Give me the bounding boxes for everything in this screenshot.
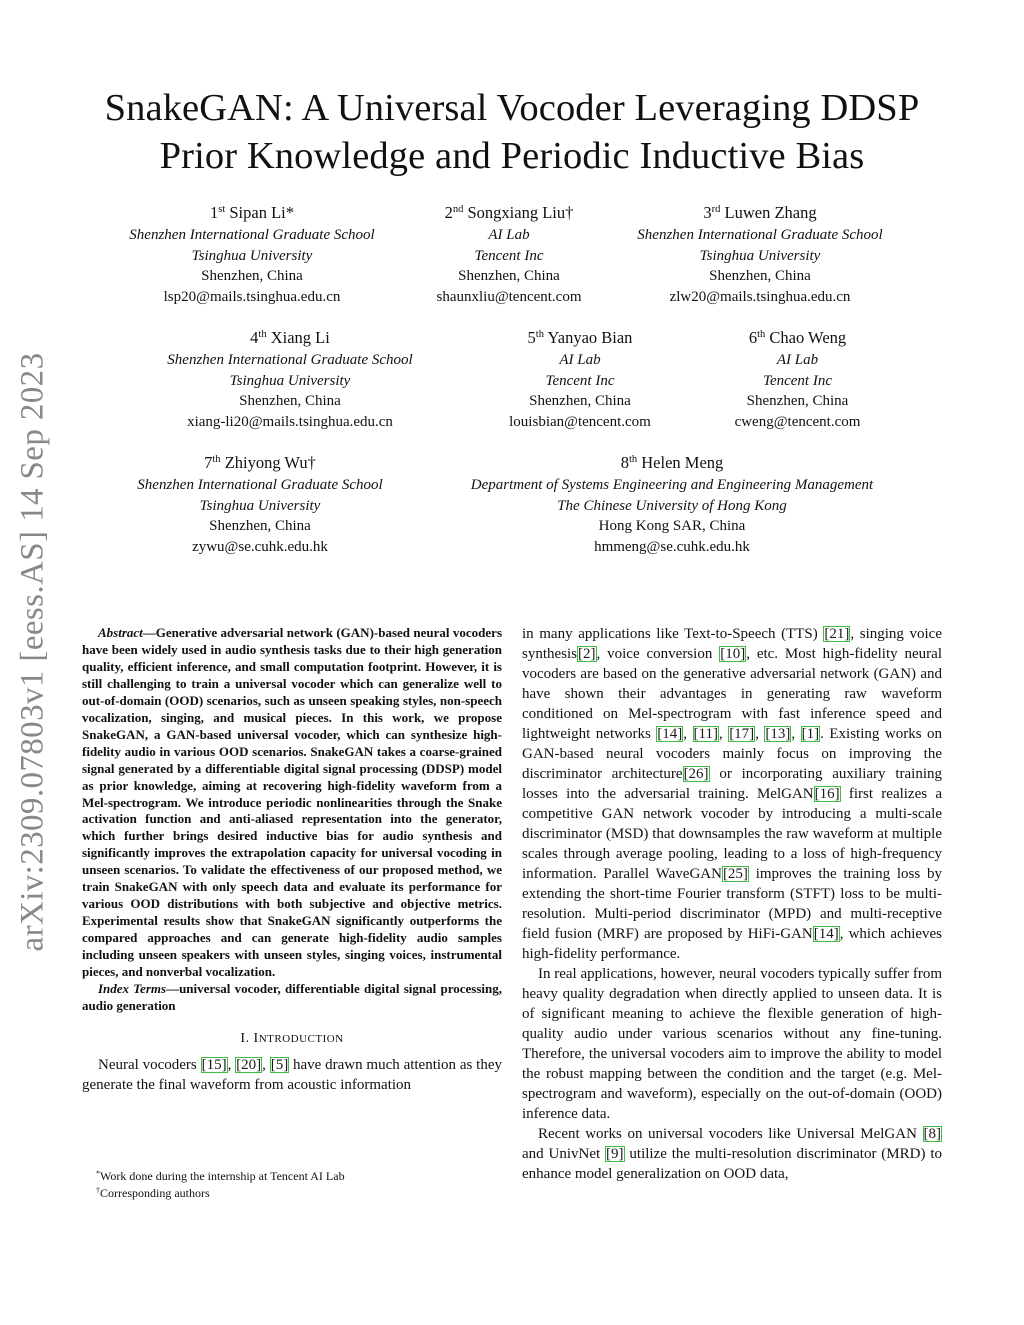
author-location: Shenzhen, China: [458, 268, 560, 285]
author-email[interactable]: zywu@se.cuhk.edu.hk: [192, 538, 328, 555]
author-email[interactable]: shaunxliu@tencent.com: [436, 288, 582, 305]
author-affiliation: Shenzhen International Graduate School: [137, 477, 383, 493]
author-affiliation: AI Lab: [488, 227, 530, 243]
citation-link[interactable]: [9]: [606, 1146, 624, 1162]
author-location: Hong Kong SAR, China: [598, 518, 746, 535]
author-location: Shenzhen, China: [709, 268, 811, 285]
author-institution: The Chinese University of Hong Kong: [557, 497, 787, 514]
citation-link[interactable]: [14]: [657, 726, 683, 742]
author-institution: Tsinghua University: [229, 372, 351, 389]
footnote-1: *Work done during the internship at Tencent AI Lab: [96, 1169, 345, 1183]
author-block: 8th Helen Meng Department of Systems Engineering and Engineering Management The Chinese University of Hong Kong Hong Kong SAR, China hmmeng@se.cuhk.edu.hk: [430, 451, 914, 557]
citation-link[interactable]: [25]: [722, 866, 748, 882]
author-email[interactable]: xiang-li20@mails.tsinghua.edu.cn: [187, 413, 393, 430]
author-institution: Tsinghua University: [191, 247, 313, 264]
author-block: 4th Xiang Li Shenzhen International Graduate School Tsinghua University Shenzhen, China xiang-li20@mails.tsinghua.edu.cn: [120, 326, 460, 432]
author-affiliation: AI Lab: [776, 352, 819, 368]
citation-link[interactable]: [16]: [814, 786, 840, 802]
author-block: 7th Zhiyong Wu† Shenzhen International Graduate School Tsinghua University Shenzhen, China zywu@se.cuhk.edu.hk: [90, 451, 430, 557]
citation-link[interactable]: [10]: [720, 646, 746, 662]
index-terms-label: Index Terms: [98, 981, 167, 997]
citation-link[interactable]: [5]: [270, 1056, 289, 1073]
citation-link[interactable]: [21]: [824, 626, 850, 642]
author-affiliation: Shenzhen International Graduate School: [637, 227, 883, 243]
author-institution: Tsinghua University: [199, 497, 321, 514]
author-email[interactable]: zlw20@mails.tsinghua.edu.cn: [669, 288, 851, 305]
author-affiliation: Shenzhen International Graduate School: [167, 352, 413, 368]
author-block: 6th Chao Weng AI Lab Tencent Inc Shenzhen, China cweng@tencent.com: [705, 326, 890, 432]
citation-link[interactable]: [20]: [236, 1056, 262, 1073]
author-block: 3rd Luwen Zhang Shenzhen International Graduate School Tsinghua University Shenzhen, China zlw20@mails.tsinghua.edu.cn: [590, 201, 930, 307]
author-name: Songxiang Liu†: [467, 203, 574, 222]
arxiv-sidebar: [10, 345, 56, 960]
abstract-text: —Generative adversarial network (GAN)-based neural vocoders have been widely used in audio synthesis tasks due to their high generation quality, efficient inference, and small computation footprint. However, it is still challenging to train a universal vocoder which can generalize well to out-of-domain (OOD) scenarios, such as unseen speaking styles, non-speech vocalization, singing, and musical pieces. In this work, we propose SnakeGAN, a GAN-based universal vocoder, which can synthesize high-fidelity audio in various OOD scenarios. SnakeGAN takes a coarse-grained signal generated by a differentiable digital signal processing (DDSP) model as prior knowledge, aiming at recovering high-fidelity waveform from a Mel-spectrogram. We introduce periodic nonlinearities through the Snake activation function and anti-aliased representation into the generator, which further brings desired inductive bias for audio synthesis and significantly improves the extrapolation capacity for universal vocoding in unseen scenarios. To validate the effectiveness of our proposed method, we train SnakeGAN with only speech data and evaluate its performance for various OOD distributions with both subjective and objective metrics. Experimental results show that SnakeGAN significantly outperforms the compared approaches and can generate high-fidelity audio samples including unseen speakers with unseen styles, singing voices, instrumental pieces, and nonverbal vocalization.: [82, 625, 502, 980]
author-institution: Tencent Inc: [474, 247, 544, 264]
author-block: 1st Sipan Li* Shenzhen International Graduate School Tsinghua University Shenzhen, China lsp20@mails.tsinghua.edu.cn: [82, 201, 422, 307]
author-location: Shenzhen, China: [201, 268, 303, 285]
author-institution: Tsinghua University: [699, 247, 821, 264]
right-column: [522, 624, 942, 1184]
citation-link[interactable]: [15]: [201, 1056, 227, 1073]
title-line-1: SnakeGAN: A Universal Vocoder Leveraging DDSP: [104, 87, 920, 129]
author-affiliation: Department of Systems Engineering and Engineering Management: [470, 477, 874, 493]
author-block: 2nd Songxiang Liu† AI Lab Tencent Inc Shenzhen, China shaunxliu@tencent.com: [400, 201, 618, 307]
citation-link[interactable]: [17]: [729, 726, 755, 742]
body-paragraph: In real applications, however, neural vocoders typically suffer from heavy quality degradation when directly applied to unseen data. It is of significant meaning to achieve the flexible generation of high-quality audio under various scenarios without any fine-tuning. Therefore, the universal vocoders aim to improve the ability to model the robust mapping between the condition and the target (e.g. Mel-spectrogram and waveform), especially on the out-of-domain (OOD) inference data.: [522, 966, 942, 1122]
body-paragraph: Recent works on universal vocoders like Universal MelGAN [8] and UnivNet [9] utilize the multi-resolution discriminator (MRD) to enhance model generalization on OOD data,: [522, 1126, 942, 1182]
citation-link[interactable]: [1]: [801, 726, 820, 742]
left-column: [82, 625, 502, 1095]
author-name: Sipan Li*: [229, 203, 294, 222]
citation-link[interactable]: [26]: [683, 766, 709, 782]
index-terms-text: —universal vocoder, differentiable digital signal processing, audio generation: [82, 981, 502, 1013]
citation-link[interactable]: [2]: [578, 646, 596, 662]
citation-link[interactable]: [8]: [923, 1126, 941, 1142]
footnote-2: †Corresponding authors: [96, 1186, 210, 1200]
author-email[interactable]: cweng@tencent.com: [734, 413, 861, 430]
author-email[interactable]: louisbian@tencent.com: [509, 413, 651, 430]
intro-paragraph-continued: in many applications like Text-to-Speech (TTS) [21], singing voice synthesis[2], voice conversion [10], etc. Most high-fidelity neural vocoders are based on the generative adversarial network (GAN) and have shown their advantages in generating raw waveform conditioned on Mel-spectrogram with fast inference speed and lightweight networks [14], [11], [17], [13], [1]. Existing works on GAN-based neural vocoders mainly focus on improving the discriminator architecture[26] or incorporating auxiliary training losses into the adversarial training. MelGAN[16] first realizes a competitive GAN network vocoder by introducing a multi-scale discriminator (MSD) that downsamples the raw waveform at multiple scales through average pooling, leading to a loss of high-frequency information. Parallel WaveGAN[25] improves the training loss by extending the short-time Fourier transform (STFT) loss to be multi-resolution. Multi-period discriminator (MPD) and multi-receptive field fusion (MRF) are proposed by HiFi-GAN[14], which achieves high-fidelity performance.: [522, 626, 943, 962]
author-affiliation: Shenzhen International Graduate School: [129, 227, 375, 243]
author-name: Zhiyong Wu†: [224, 453, 316, 472]
author-email[interactable]: lsp20@mails.tsinghua.edu.cn: [163, 288, 341, 305]
author-name: Chao Weng: [769, 328, 847, 347]
author-name: Xiang Li: [270, 328, 330, 347]
author-block: 5th Yanyao Bian AI Lab Tencent Inc Shenzhen, China louisbian@tencent.com: [480, 326, 680, 432]
citation-link[interactable]: [11]: [693, 726, 718, 742]
section-heading-introduction: I. INTRODUCTION: [240, 1030, 344, 1046]
author-email[interactable]: hmmeng@se.cuhk.edu.hk: [594, 538, 750, 555]
author-affiliation: AI Lab: [559, 352, 601, 368]
author-name: Luwen Zhang: [724, 203, 817, 222]
intro-paragraph: Neural vocoders [15], [20], [5] have drawn much attention as they generate the final waveform from acoustic information: [82, 1056, 502, 1093]
title-line-2: Prior Knowledge and Periodic Inductive Bias: [159, 135, 865, 177]
abstract: [82, 625, 502, 1015]
citation-link[interactable]: [14]: [813, 926, 839, 942]
author-institution: Tencent Inc: [762, 372, 832, 389]
abstract-label: Abstract: [98, 625, 143, 640]
author-name: Yanyao Bian: [547, 328, 633, 347]
author-location: Shenzhen, China: [746, 393, 849, 410]
arxiv-identifier[interactable]: arXiv:2309.07803v1 [eess.AS] 14 Sep 2023: [14, 352, 51, 952]
author-location: Shenzhen, China: [209, 518, 311, 535]
citation-link[interactable]: [13]: [765, 726, 791, 742]
author-location: Shenzhen, China: [529, 393, 631, 410]
author-institution: Tencent Inc: [545, 372, 615, 389]
author-name: Helen Meng: [641, 453, 724, 472]
footnotes: [82, 1168, 502, 1202]
author-location: Shenzhen, China: [239, 393, 341, 410]
paper-title: [0, 84, 1024, 180]
